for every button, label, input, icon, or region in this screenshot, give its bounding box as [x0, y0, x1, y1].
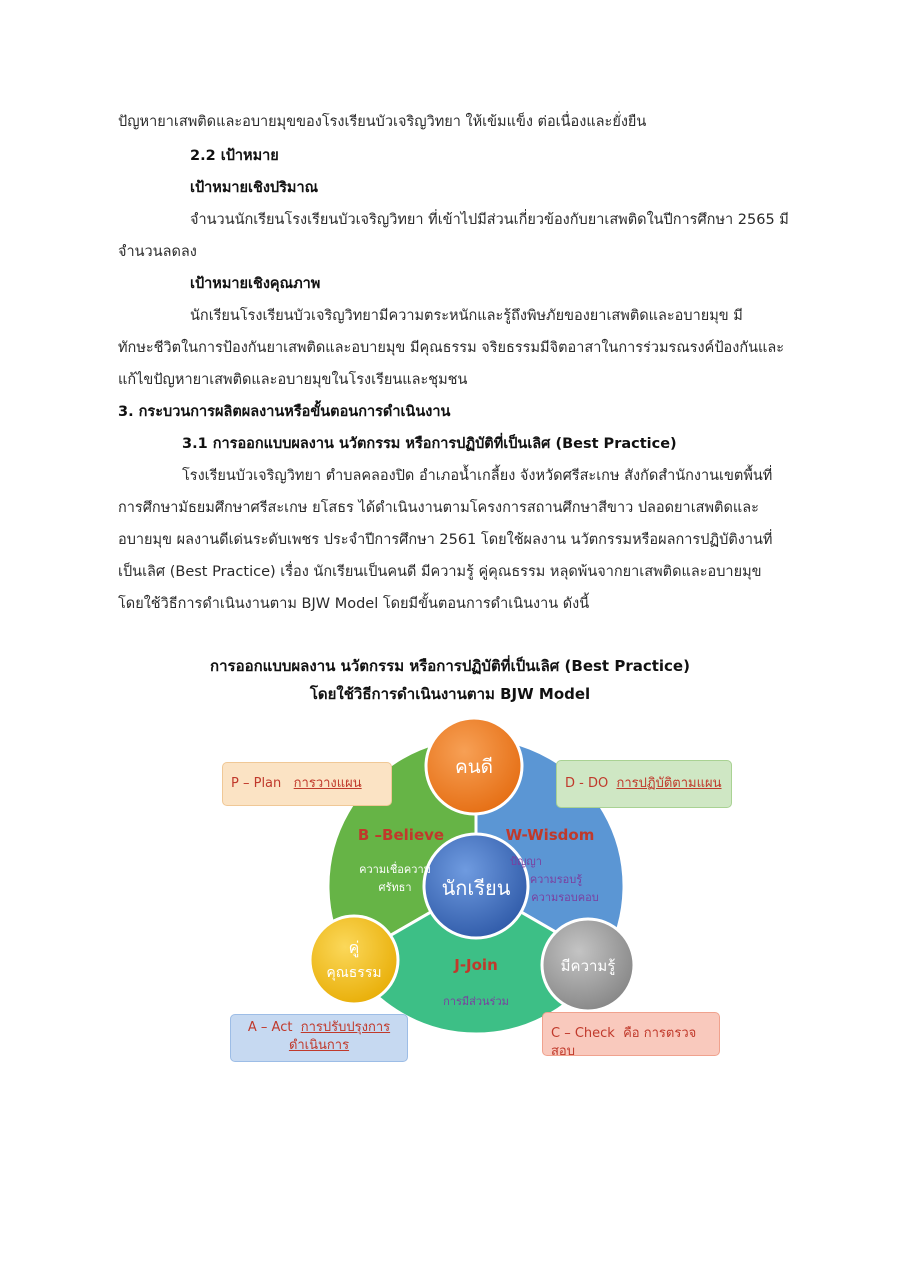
wisdom-text-1: ปัญญา	[510, 855, 542, 868]
plan-value: การวางแผน	[293, 776, 362, 791]
join-text: การมีส่วนร่วม	[443, 995, 509, 1008]
right-circle-label: มีความรู้	[560, 957, 616, 975]
join-title: J-Join	[454, 956, 498, 974]
plan-key: P – Plan	[231, 776, 282, 791]
wisdom-text-2: ความรอบรู้	[529, 873, 583, 886]
paragraph-line: การศึกษามัธยมศึกษาศรีสะเกษ ยโสธร ได้ดำเนินงานตามโครงการสถานศึกษาสีขาว ปลอดยาเสพติดและ	[118, 500, 759, 516]
act-value-1: การปรับปรุงการ	[300, 1020, 391, 1035]
left-circle-label-1: คู่	[348, 938, 360, 957]
act-box	[230, 1014, 408, 1062]
paragraph-line: เป็นเลิศ (Best Practice) เรื่อง นักเรียนเป็นคนดี มีความรู้ คู่คุณธรรม หลุดพ้นจากยาเสพติดและอบายมุข	[118, 564, 762, 580]
wisdom-title: W-Wisdom	[505, 826, 595, 844]
believe-text-2: ศรัทธา	[378, 881, 412, 894]
paragraph-line: จำนวนนักเรียนโรงเรียนบัวเจริญวิทยา ที่เข้าไปมีส่วนเกี่ยวข้องกับยาเสพติดในปีการศึกษา 2565 มี	[190, 212, 789, 228]
heading-quantitative-goal: เป้าหมายเชิงปริมาณ	[190, 180, 319, 196]
plan-box	[222, 762, 392, 806]
do-value: การปฏิบัติตามแผน	[616, 776, 722, 791]
believe-title: B –Believe	[357, 826, 445, 844]
top-circle-label: คนดี	[454, 756, 494, 778]
paragraph-line: ทักษะชีวิตในการป้องกันยาเสพติดและอบายมุข มีคุณธรรม จริยธรรมมีจิตอาสาในการร่วมรณรงค์ป้องกันและ	[118, 340, 785, 356]
check-value: คือ การตรวจสอบ	[551, 1026, 697, 1059]
paragraph-line: จำนวนลดลง	[118, 244, 197, 260]
figure-title-line-1: การออกแบบผลงาน นวัตกรรม หรือการปฏิบัติที่เป็นเลิศ (Best Practice)	[210, 657, 690, 675]
section-heading-2-2: 2.2 เป้าหมาย	[190, 148, 279, 164]
paragraph-line: แก้ไขปัญหายาเสพติดและอบายมุขในโรงเรียนและชุมชน	[118, 372, 468, 388]
wisdom-text-3: ความรอบคอบ	[531, 891, 599, 904]
paragraph-line: ปัญหายาเสพติดและอบายมุขของโรงเรียนบัวเจริญวิทยา ให้เข้มแข็ง ต่อเนื่องและยั่งยืน	[118, 114, 647, 130]
paragraph-line: โดยใช้วิธีการดำเนินงานตาม BJW Model โดยมีขั้นตอนการดำเนินงาน ดังนี้	[118, 596, 590, 612]
do-key: D - DO	[565, 776, 609, 791]
paragraph-line: อบายมุข ผลงานดีเด่นระดับเพชร ประจำปีการศึกษา 2561 โดยใช้ผลงาน นวัตกรรมหรือผลการปฏิบัติงานที่	[118, 532, 773, 548]
check-box	[542, 1012, 720, 1059]
section-heading-3-1: 3.1 การออกแบบผลงาน นวัตกรรม หรือการปฏิบัติที่เป็นเลิศ (Best Practice)	[182, 436, 677, 452]
center-circle-label: นักเรียน	[441, 876, 511, 900]
do-box	[556, 760, 732, 808]
act-value-2: ดำเนินการ	[288, 1038, 350, 1053]
believe-text-1: ความเชื่อความ	[359, 863, 431, 876]
act-key: A – Act	[247, 1020, 293, 1035]
paragraph-line: โรงเรียนบัวเจริญวิทยา ตำบลคลองปิด อำเภอน้ำเกลี้ยง จังหวัดศรีสะเกษ สังกัดสำนักงานเขตพื้นที่	[182, 468, 773, 484]
paragraph-line: นักเรียนโรงเรียนบัวเจริญวิทยามีความตระหนักและรู้ถึงพิษภัยของยาเสพติดและอบายมุข มี	[190, 308, 743, 324]
figure-title-line-2: โดยใช้วิธีการดำเนินงานตาม BJW Model	[309, 685, 591, 703]
heading-qualitative-goal: เป้าหมายเชิงคุณภาพ	[190, 276, 321, 292]
left-circle-label-2: คุณธรรม	[326, 965, 382, 981]
check-key: C – Check	[551, 1026, 615, 1041]
section-heading-3: 3. กระบวนการผลิตผลงานหรือขั้นตอนการดำเนินงาน	[118, 404, 451, 420]
